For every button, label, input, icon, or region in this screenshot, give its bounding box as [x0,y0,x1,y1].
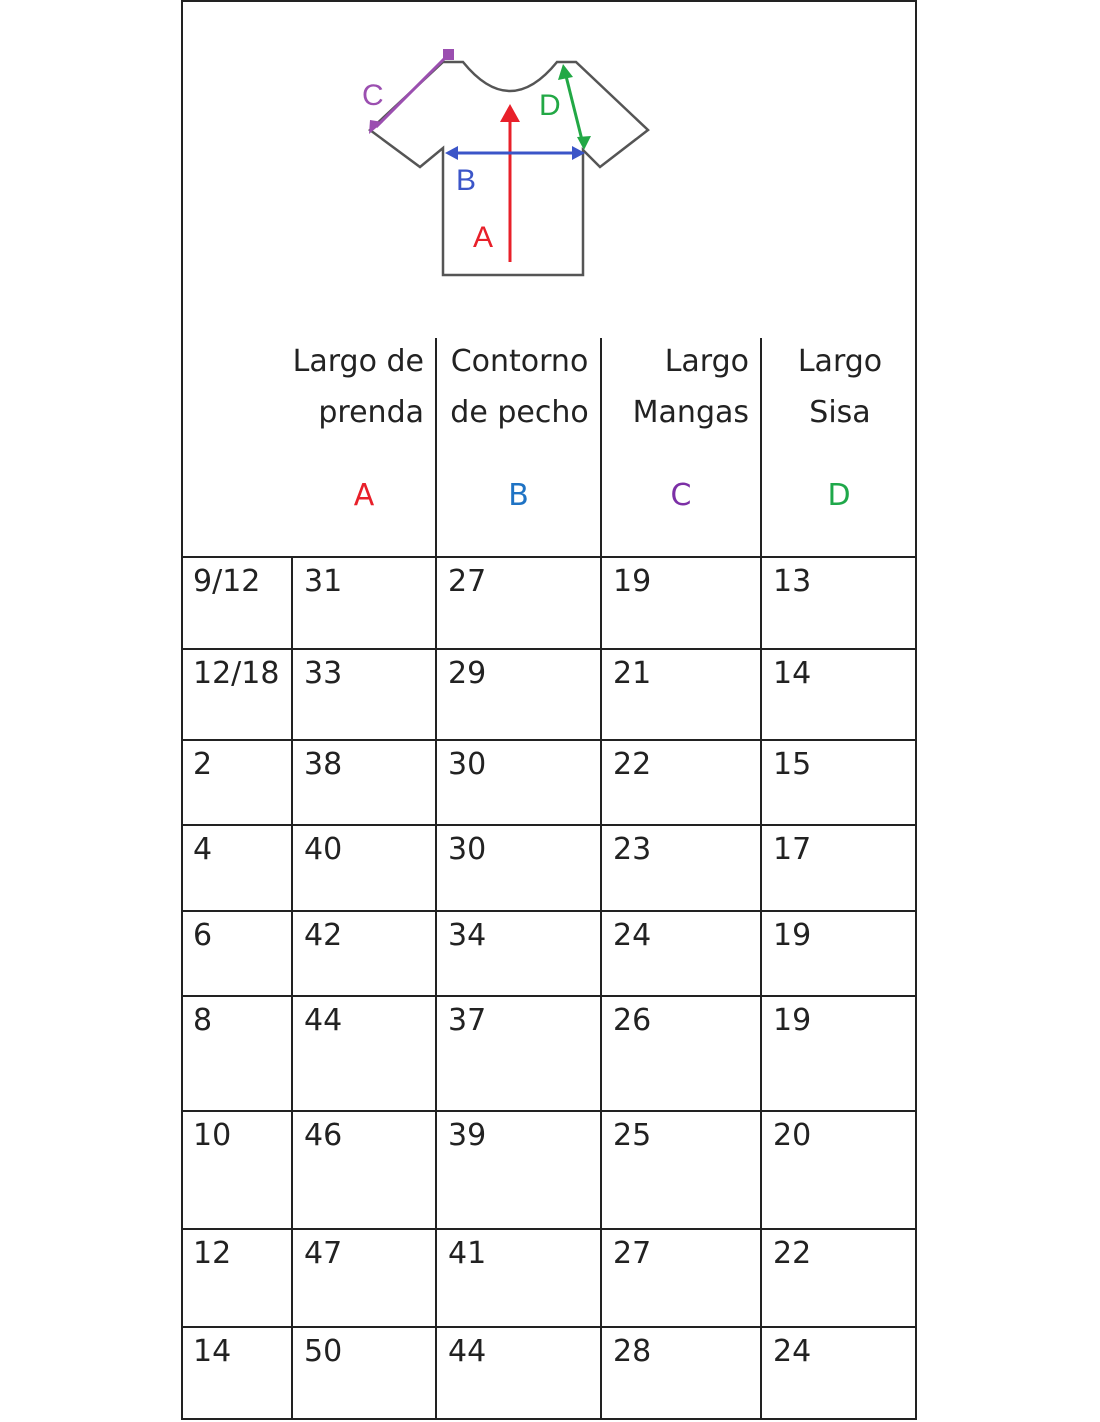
column-header-letter: D [827,478,851,513]
garment-diagram [0,0,1100,300]
table-cell: 28 [613,1334,652,1369]
size-label-cell: 12/18 [193,656,280,691]
table-cell: 29 [448,656,487,691]
table-cell: 39 [448,1118,487,1153]
table-cell: 21 [613,656,652,691]
table-cell: 19 [613,564,652,599]
size-label-cell: 9/12 [193,564,261,599]
column-divider [291,557,293,1420]
table-cell: 42 [304,918,343,953]
diagram-label-b: B [456,164,477,197]
size-label-cell: 2 [193,747,213,782]
column-header-line2: Sisa [809,395,871,430]
row-divider [181,910,917,912]
table-cell: 15 [773,747,812,782]
table-cell: 19 [773,1003,812,1038]
table-cell: 40 [304,832,343,867]
column-header [763,336,917,438]
size-label-cell: 10 [193,1118,232,1153]
column-header-line1: Largo [797,344,883,379]
table-cell: 41 [448,1236,487,1271]
measure-a-arrow [500,104,520,262]
table-cell: 22 [773,1236,812,1271]
table-cell: 37 [448,1003,487,1038]
table-cell: 50 [304,1334,343,1369]
column-header-line1: Largo de [292,344,424,379]
column-header-letter: A [353,478,375,513]
header-divider [435,338,437,557]
column-header-line1: Contorno [450,344,589,379]
column-divider [435,557,437,1420]
size-label-cell: 14 [193,1334,232,1369]
row-divider [181,995,917,997]
column-header-letter: C [670,478,692,513]
size-label-cell: 4 [193,832,213,867]
row-divider [181,648,917,650]
table-cell: 27 [613,1236,652,1271]
column-header-line2: Mangas [632,395,749,430]
table-cell: 23 [613,832,652,867]
column-header [438,336,601,438]
column-header [601,336,749,438]
header-divider [760,338,762,557]
diagram-label-c: C [362,79,384,112]
row-divider [181,556,917,558]
diagram-label-a: A [473,221,494,254]
table-cell: 30 [448,832,487,867]
diagram-label-d: D [539,89,561,122]
table-cell: 14 [773,656,812,691]
table-cell: 19 [773,918,812,953]
table-cell: 31 [304,564,343,599]
table-cell: 34 [448,918,487,953]
size-label-cell: 12 [193,1236,232,1271]
table-cell: 44 [448,1334,487,1369]
table-cell: 30 [448,747,487,782]
column-header-line2: prenda [318,395,424,430]
table-cell: 27 [448,564,487,599]
measure-d-arrow [558,64,591,150]
row-divider [181,1110,917,1112]
table-cell: 22 [613,747,652,782]
measure-b-arrow [445,146,585,160]
size-label-cell: 6 [193,918,213,953]
column-header-line2: de pecho [450,395,589,430]
table-cell: 47 [304,1236,343,1271]
row-divider [181,1228,917,1230]
table-cell: 46 [304,1118,343,1153]
table-cell: 25 [613,1118,652,1153]
row-divider [181,739,917,741]
column-divider [760,557,762,1420]
column-header-line1: Largo [664,344,749,379]
column-header-letter: B [508,478,529,513]
row-divider [181,1326,917,1328]
table-cell: 20 [773,1118,812,1153]
table-cell: 44 [304,1003,343,1038]
table-cell: 38 [304,747,343,782]
table-cell: 33 [304,656,343,691]
table-cell: 24 [613,918,652,953]
column-divider [600,557,602,1420]
row-divider [181,824,917,826]
size-label-cell: 8 [193,1003,213,1038]
table-cell: 26 [613,1003,652,1038]
table-cell: 24 [773,1334,812,1369]
table-cell: 17 [773,832,812,867]
table-cell: 13 [773,564,812,599]
column-header [292,336,424,438]
